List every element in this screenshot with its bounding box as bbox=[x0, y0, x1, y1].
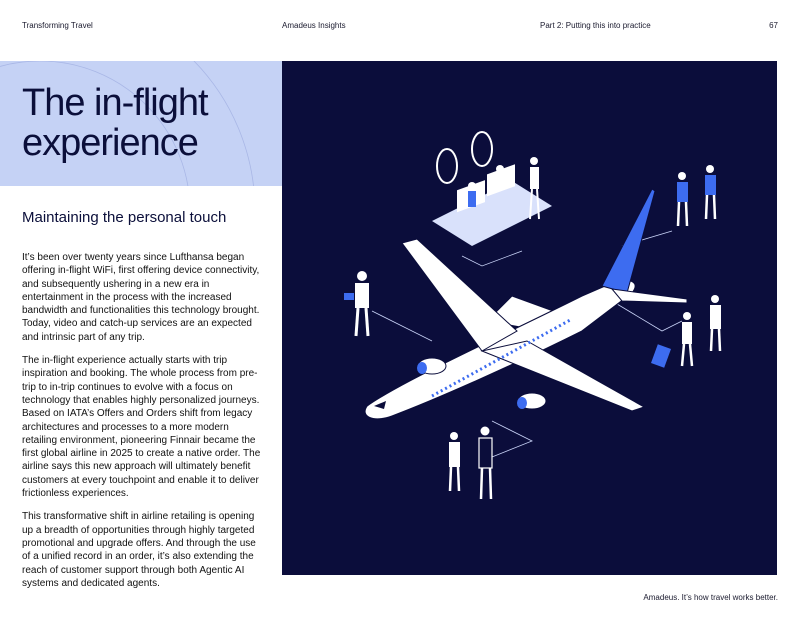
airplane bbox=[365, 189, 687, 419]
page-title bbox=[22, 83, 208, 163]
cabin-seats-group bbox=[432, 132, 552, 246]
page-number: 67 bbox=[769, 21, 778, 30]
page-subtitle: Maintaining the personal touch bbox=[22, 209, 227, 226]
paragraph: It’s been over twenty years since Lufthansa began offering in-flight WiFi, first offering device connectivity, and subsequently ushering in a new era in entertainment in the process with the increased bandwidth and functionalities this technology brought. Today, video and catch-up services are an expected and intrinsic part of any trip. bbox=[22, 252, 260, 343]
title-line-1: The in-flight bbox=[22, 82, 208, 124]
header-publication: Transforming Travel bbox=[22, 21, 93, 30]
body-text bbox=[22, 251, 264, 600]
crew-pair-figure bbox=[677, 165, 716, 226]
travelers-with-luggage-figure bbox=[651, 295, 721, 368]
title-line-2: experience bbox=[22, 122, 198, 164]
traveler-with-tablet-figure bbox=[344, 271, 369, 336]
header-section: Part 2: Putting this into practice bbox=[540, 21, 651, 30]
airplane-illustration-art bbox=[282, 61, 777, 575]
paragraph: This transformative shift in airline retailing is opening up a breadth of opportunities through highly targeted promotional and upgrade offers. And through the use of a unified record in an order, it’s also extending the reach of customer support through both Agentic AI systems and dedicated agents. bbox=[22, 511, 256, 589]
header-series: Amadeus Insights bbox=[282, 21, 346, 30]
footer-tagline: Amadeus. It’s how travel works better. bbox=[643, 593, 778, 602]
paragraph: The in-flight experience actually starts with trip inspiration and booking. The whole process from pre-trip to in-trip continues to evolve with a focus on technology that enables highly personalized journeys. Based on IATA’s Offers and Orders shift from legacy architectures and processes to a more modern retailing environment, pioneering Finnair became the first global airline in 2025 to create a native order. The airline says this new approach will ultimately benefit customers at every touchpoint and enable it to deliver frictionless experiences. bbox=[22, 355, 261, 500]
airplane-illustration bbox=[282, 61, 777, 575]
title-band bbox=[0, 61, 282, 186]
cabin-crew-figure bbox=[449, 427, 492, 500]
